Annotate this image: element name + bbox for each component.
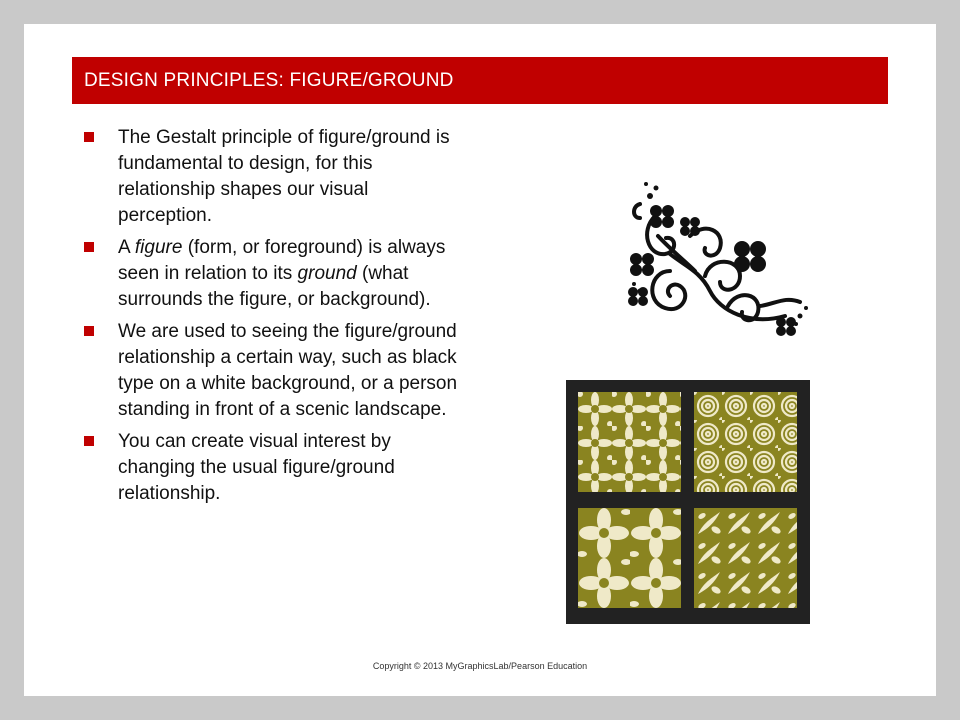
square-bullet-icon: [84, 326, 94, 336]
slide-title: DESIGN PRINCIPLES: FIGURE/GROUND: [84, 70, 454, 91]
title-bar: [72, 57, 888, 104]
bullet-text: We are used to seeing the figure/ground relationship a certain way, such as black type on a white background, or a person standing in front of a scenic landscape.: [118, 321, 458, 420]
bullet-text: You can create visual interest by changing the usual figure/ground relationship.: [118, 431, 395, 504]
square-bullet-icon: [84, 132, 94, 142]
rose-pattern-tile: [694, 392, 797, 492]
bullet-item: [84, 125, 464, 229]
bullet-item: [84, 235, 464, 313]
black-swirl-ornament-icon: [610, 176, 810, 338]
bullet-item: [84, 319, 464, 423]
emphasis-figure: figure: [134, 237, 183, 258]
bullet-list: [84, 125, 464, 513]
large-flower-pattern-tile: [578, 508, 681, 608]
bullet-item: [84, 429, 464, 507]
emphasis-ground: ground: [297, 263, 357, 284]
square-bullet-icon: [84, 242, 94, 252]
four-pane-floral-pattern-image: [566, 380, 810, 624]
bullet-text: A figure (form, or foreground) is always seen in relation to its ground (what surrounds the figure, or background).: [118, 237, 446, 310]
floral-pattern-tile: [578, 392, 681, 492]
bullet-text: The Gestalt principle of figure/ground is fundamental to design, for this relationship shapes our visual perception.: [118, 127, 450, 226]
copyright-notice: Copyright © 2013 MyGraphicsLab/Pearson Education: [372, 661, 588, 671]
vine-pattern-tile: [694, 508, 797, 608]
slide: [24, 24, 936, 696]
square-bullet-icon: [84, 436, 94, 446]
